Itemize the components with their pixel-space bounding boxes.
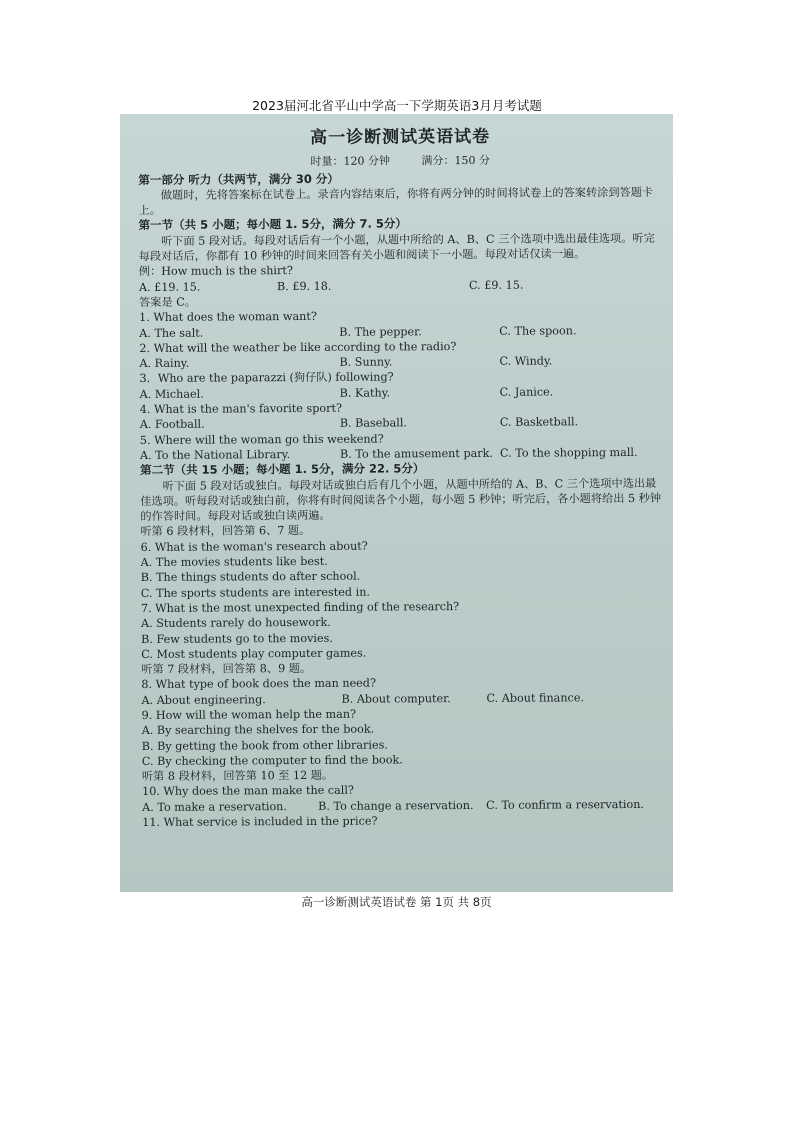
option-b: B. To the amusement park. [339,446,493,461]
option-c: C. The spoon. [499,323,577,338]
question-5-options [140,445,664,463]
option-b: B. To change a reservation. [318,798,474,813]
question-7-option-a: A. Students rarely do housework. [140,616,331,631]
option-c: C. To the shopping mall. [499,445,638,460]
question-11: 11. What service is included in the price? [142,814,378,830]
question-9-option-b: B. By getting the book from other libraries. [141,738,388,753]
document-title: 2023届河北省平山中学高一下学期英语3月月考试题 [252,98,542,113]
question-2: 2. What will the weather be like according to the radio? [139,339,457,355]
option-b: B. The pepper. [339,324,422,339]
question-1: 1. What does the woman want? [139,310,317,325]
section1-instruction: 听下面 5 段对话。每段对话后有一个小题，从题中所给的 A、B、C 三个选项中选出最佳选项。听完每段对话后，你都有 10 秒钟的时间来回答有关小题和阅读下一小题。每段对话仅读一遍。 [138,231,655,264]
option-c: C. Windy. [499,354,553,368]
option-a: A. About engineering. [141,692,266,707]
question-4: 4. What is the man's favorite sport? [139,401,342,417]
exam-page [138,125,666,831]
page-footer: 高一诊断测试英语试卷 第 1页 共 8页 [120,892,673,912]
option-a: A. To the National Library. [139,448,291,462]
option-b: B. Baseball. [339,416,407,431]
question-9-option-a: A. By searching the shelves for the book. [141,722,375,738]
material-6-note: 听第 6 段材料，回答第 6、7 题。 [140,524,311,539]
example-answer: 答案是 C。 [139,295,196,309]
option-a: A. Football. [139,417,205,432]
option-b: B. Kathy. [339,386,391,400]
question-7-option-c: C. Most students play computer games. [141,646,367,661]
section1-heading: 第一节（共 5 小题；每小题 1. 5分，满分 7. 5分） [138,216,407,233]
question-9: 9. How will the woman help the man? [141,707,357,722]
option-c: C. Basketball. [499,415,579,430]
section2-heading: 第二节（共 15 小题；每小题 1. 5分，满分 22. 5分） [140,461,425,478]
option-a: A. £19. 15. [138,280,201,294]
exam-title: 高一诊断测试英语试卷 [310,126,491,148]
option-c: C. £9. 15. [468,278,524,292]
example-question: 例：How much is the shirt? [138,264,293,279]
question-6-option-c: C. The sports students are interested in. [140,585,370,600]
question-10: 10. Why does the man make the call? [142,784,354,799]
question-5: 5. Where will the woman go this weekend? [139,432,384,447]
material-7-note: 听第 7 段材料，回答第 8、9 题。 [141,662,312,677]
question-6: 6. What is the woman's research about? [140,539,368,554]
option-c: C. Janice. [499,385,554,399]
question-3: 3．Who are the paparazzi (狗仔队) following? [139,370,394,386]
option-a: A. Rainy. [139,356,190,371]
question-6-option-b: B. The things students do after school. [140,569,361,585]
section2-instruction: 听下面 5 段对话或独白。每段对话或独白后有几个小题，从题中所给的 A、B、C 三个选项中选出最佳选项。听每段对话或独白前，你将有时间阅读各个小题，每小题 5 秒钟；听完后，各小题将给出 5 秒钟的作答时间。每段对话或独白读两遍。 [140,476,662,524]
material-8-note: 听第 8 段材料，回答第 10 至 12 题。 [141,768,334,784]
option-a: A. To make a reservation. [142,799,287,814]
option-c: C. To confirm a reservation. [486,797,644,812]
part1-instruction: 做题时，先将答案标在试卷上。录音内容结束后，你将有两分钟的时间将试卷上的答案转涂到答题卡上。 [138,185,654,218]
question-10-options [142,797,666,815]
option-b: B. About computer. [341,691,451,706]
question-7: 7. What is the most unexpected finding of the research? [140,599,460,615]
exam-time: 时量：120 分钟 [310,154,390,169]
question-9-option-c: C. By checking the computer to find the book. [141,753,403,768]
question-8: 8. What type of book does the man need? [141,676,376,692]
exam-score: 满分：150 分 [421,154,490,168]
option-b: B. £9. 18. [276,279,332,293]
exam-page-photo [120,114,673,912]
option-a: A. Michael. [139,387,204,401]
question-6-option-a: A. The movies students like best. [140,554,328,570]
option-b: B. Sunny. [339,355,393,369]
question-7-option-b: B. Few students go to the movies. [141,631,333,646]
option-a: A. The salt. [139,326,204,340]
exam-meta [138,152,662,170]
option-c: C. About finance. [486,690,585,705]
part1-heading: 第一部分 听力（共两节，满分 30 分） [138,171,339,187]
